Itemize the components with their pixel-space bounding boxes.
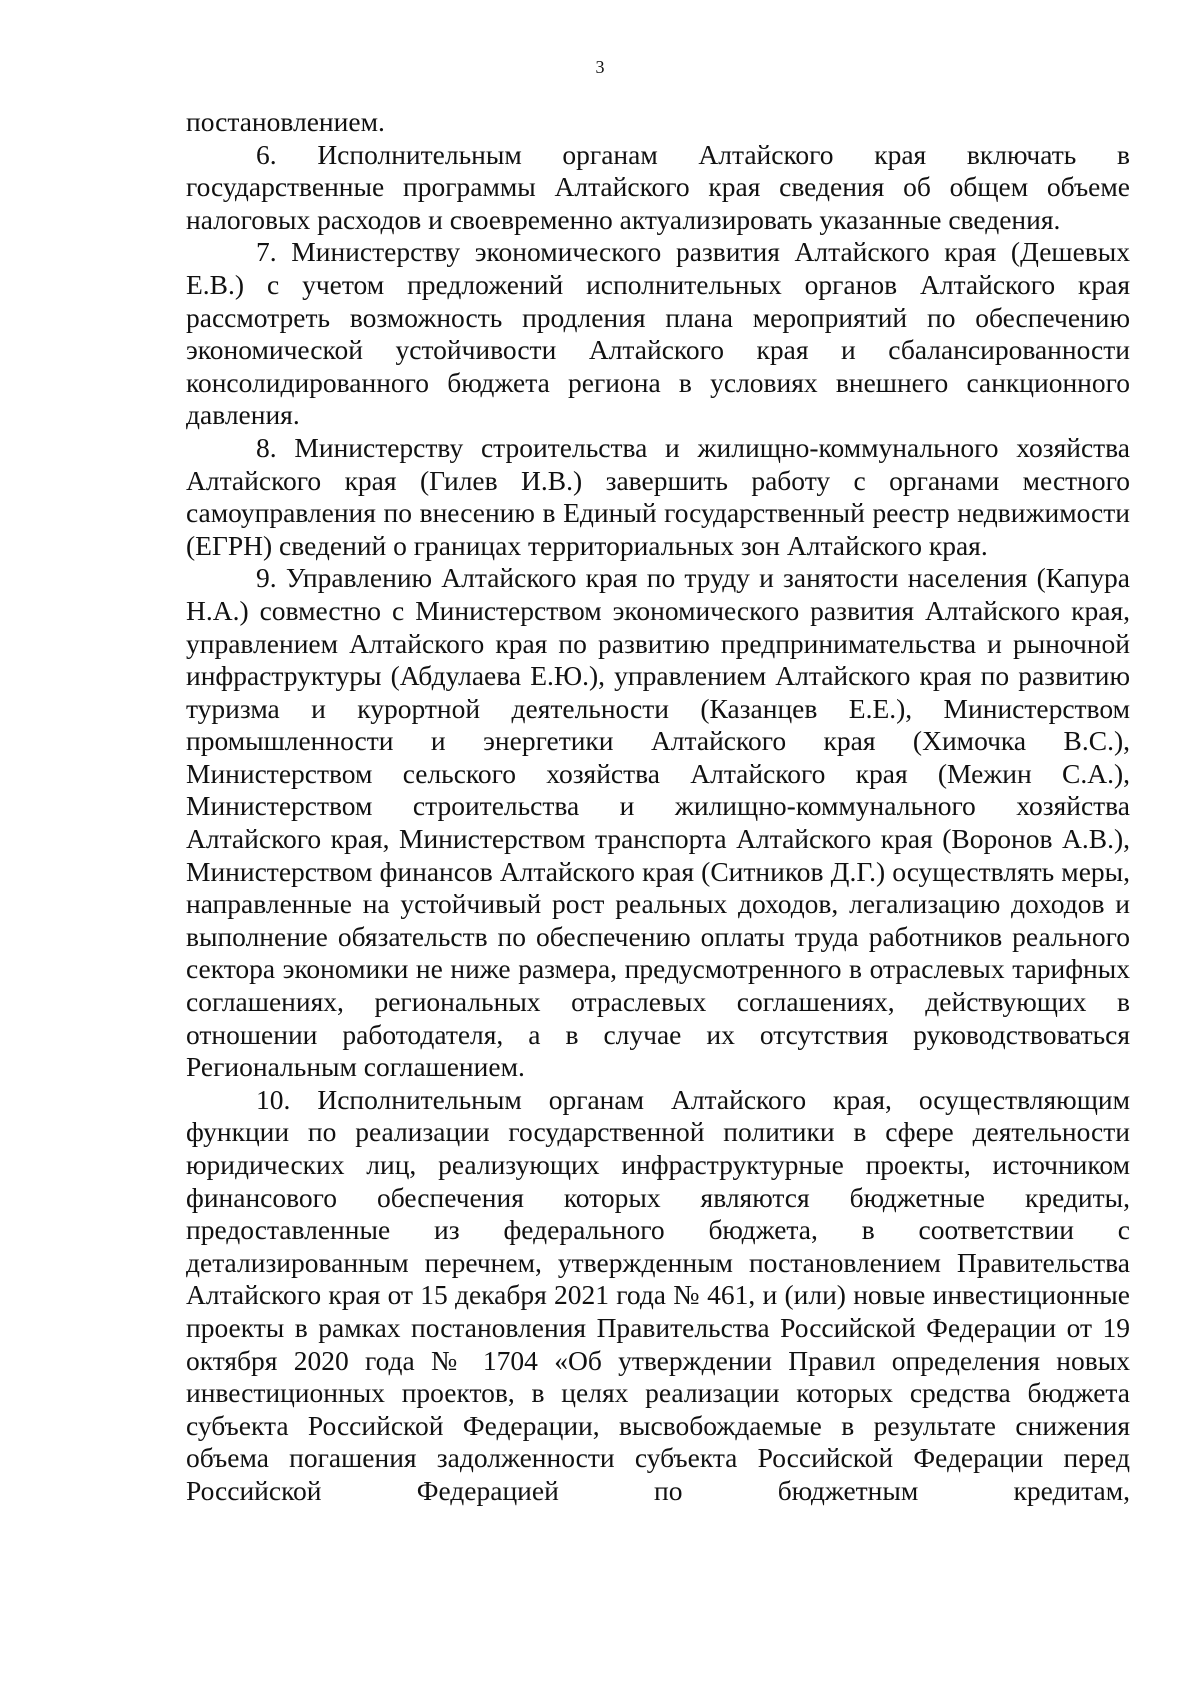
paragraph-continuation: постановлением. — [186, 106, 385, 137]
paragraph-7: 7. Министерству экономического развития Алтайского края (Дешевых Е.В.) с учетом предложений исполнительных органов Алтайского края рассмотреть возможность продления плана мероприятий по обеспечению экономической устойчивости Алтайского края и сбалансированности консолидированного бюджета региона в условиях внешнего санкционного давления. — [186, 236, 1130, 431]
page-number: 3 — [595, 57, 605, 77]
paragraph-8: 8. Министерству строительства и жилищно-коммунального хозяйства Алтайского края (Гилев И.В.) завершить работу с органами местного самоуправления по внесению в Единый государственный реестр недвижимости (ЕГРН) сведений о границах территориальных зон Алтайского края. — [186, 431, 1130, 561]
paragraph-9: 9. Управлению Алтайского края по труду и занятости населения (Капура Н.А.) совместно с Министерством экономического развития Алтайского края, управлением Алтайского края по развитию предпринимательства и рыночной инфраструктуры (Абдулаева Е.Ю.), управлением Алтайского края по развитию туризма и курортной деятельности (Казанцев Е.Е.), Министерством промышленности и энергетики Алтайского края (Химочка В.С.), Министерством сельского хозяйства Алтайского края (Межин С.А.), Министерством строительства и жилищно-коммунального хозяйства Алтайского края, Министерством транспорта Алтайского края (Воронов А.В.), Министерством финансов Алтайского края (Ситников Д.Г.) осуществлять меры, направленные на устойчивый рост реальных доходов, легализацию доходов и выполнение обязательств по обеспечению оплаты труда работников реального сектора экономики не ниже размера, предусмотренного в отраслевых тарифных соглашениях, региональных отраслевых соглашениях, действующих в отношении работодателя, а в случае их отсутствия руководствоваться Региональным соглашением. — [186, 562, 1130, 1083]
paragraph-10: 10. Исполнительным органам Алтайского края, осуществляющим функции по реализации государственной политики в сфере деятельности юридических лиц, реализующих инфраструктурные проекты, источником финансового обеспечения которых являются бюджетные кредиты, предоставленные из федерального бюджета, в соответствии с детализированным перечнем, утвержденным постановлением Правительства Алтайского края от 15 декабря 2021 года № 461, и (или) новые инвестиционные проекты в рамках постановления Правительства Российской Федерации от 19 октября 2020 года № 1704 «Об утверждении Правил определения новых инвестиционных проектов, в целях реализации которых средства бюджета субъекта Российской Федерации, высвобождаемые в результате снижения объема погашения задолженности субъекта Российской Федерации перед Российской Федерацией по бюджетным кредитам, — [186, 1083, 1130, 1506]
paragraph-6: 6. Исполнительным органам Алтайского края включать в государственные программы Алтайского края сведения об общем объеме налоговых расходов и своевременно актуализировать указанные сведения. — [186, 138, 1130, 235]
document-body — [186, 106, 1130, 1508]
